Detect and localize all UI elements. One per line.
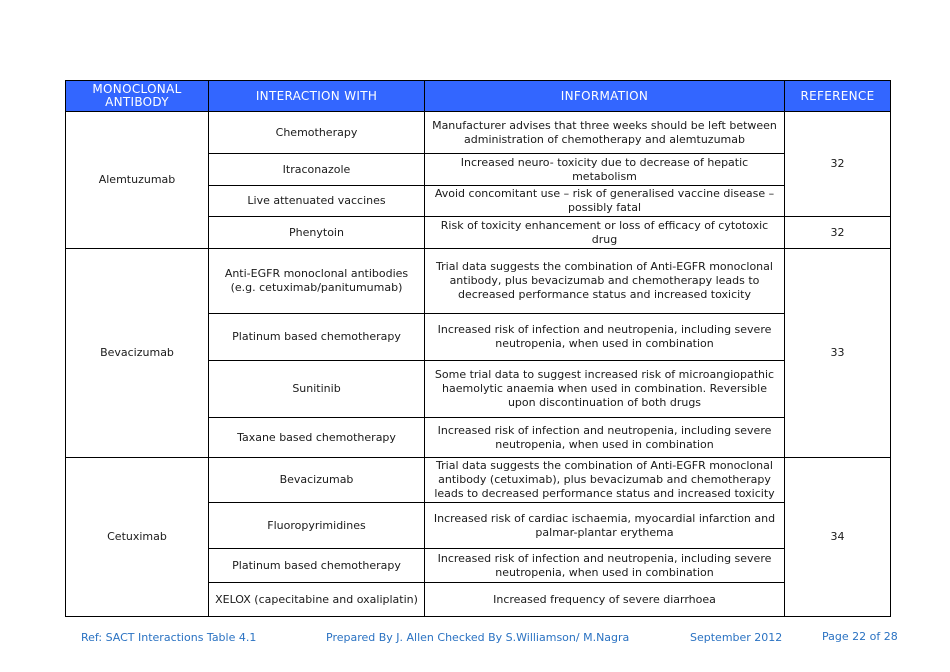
reference-cell: 32 — [785, 217, 891, 249]
table-row — [66, 249, 891, 314]
antibody-cell: Alemtuzumab — [66, 112, 209, 249]
information-cell: Trial data suggests the combination of Anti-EGFR monoclonal antibody, plus bevacizumab and chemotherapy leads to decreased performance status and increased toxicity — [425, 249, 785, 314]
table-row — [66, 112, 891, 154]
footer-prepared-by: Prepared By J. Allen Checked By S.Williamson/ M.Nagra — [326, 631, 630, 644]
information-cell: Increased frequency of severe diarrhoea — [425, 583, 785, 617]
information-cell: Increased risk of infection and neutropenia, including severe neutropenia, when used in combination — [425, 549, 785, 583]
header-information: INFORMATION — [425, 81, 785, 112]
footer-ref: Ref: SACT Interactions Table 4.1 — [81, 631, 257, 644]
interaction-cell: XELOX (capecitabine and oxaliplatin) — [209, 583, 425, 617]
table-row — [66, 458, 891, 503]
header-antibody: MONOCLONAL ANTIBODY — [66, 81, 209, 112]
interaction-cell: Sunitinib — [209, 361, 425, 418]
interaction-cell: Fluoropyrimidines — [209, 503, 425, 549]
footer-date: September 2012 — [690, 631, 783, 644]
information-cell: Increased neuro- toxicity due to decrease of hepatic metabolism — [425, 154, 785, 186]
information-cell: Increased risk of infection and neutropenia, including severe neutropenia, when used in combination — [425, 418, 785, 458]
header-interaction: INTERACTION WITH — [209, 81, 425, 112]
information-cell: Manufacturer advises that three weeks should be left between administration of chemotherapy and alemtuzumab — [425, 112, 785, 154]
interaction-cell: Chemotherapy — [209, 112, 425, 154]
information-cell: Increased risk of infection and neutropenia, including severe neutropenia, when used in combination — [425, 314, 785, 361]
interaction-cell: Anti-EGFR monoclonal antibodies (e.g. cetuximab/panitumumab) — [209, 249, 425, 314]
footer-page-number: Page 22 of 28 — [822, 630, 898, 643]
information-cell: Increased risk of cardiac ischaemia, myocardial infarction and palmar-plantar erythema — [425, 503, 785, 549]
antibody-cell: Cetuximab — [66, 458, 209, 617]
information-cell: Trial data suggests the combination of Anti-EGFR monoclonal antibody (cetuximab), plus bevacizumab and chemotherapy leads to decreased performance status and increased toxicity — [425, 458, 785, 503]
interaction-cell: Platinum based chemotherapy — [209, 314, 425, 361]
interaction-cell: Live attenuated vaccines — [209, 186, 425, 217]
interaction-cell: Bevacizumab — [209, 458, 425, 503]
interactions-table — [65, 80, 891, 617]
interaction-cell: Platinum based chemotherapy — [209, 549, 425, 583]
reference-cell: 33 — [785, 249, 891, 458]
information-cell: Some trial data to suggest increased risk of microangiopathic haemolytic anaemia when used in combination. Reversible upon discontinuation of both drugs — [425, 361, 785, 418]
interaction-cell: Phenytoin — [209, 217, 425, 249]
header-row — [66, 81, 891, 112]
reference-cell: 32 — [785, 112, 891, 217]
antibody-cell: Bevacizumab — [66, 249, 209, 458]
reference-cell: 34 — [785, 458, 891, 617]
information-cell: Risk of toxicity enhancement or loss of efficacy of cytotoxic drug — [425, 217, 785, 249]
information-cell: Avoid concomitant use – risk of generalised vaccine disease – possibly fatal — [425, 186, 785, 217]
interaction-cell: Taxane based chemotherapy — [209, 418, 425, 458]
header-reference: REFERENCE — [785, 81, 891, 112]
interaction-cell: Itraconazole — [209, 154, 425, 186]
